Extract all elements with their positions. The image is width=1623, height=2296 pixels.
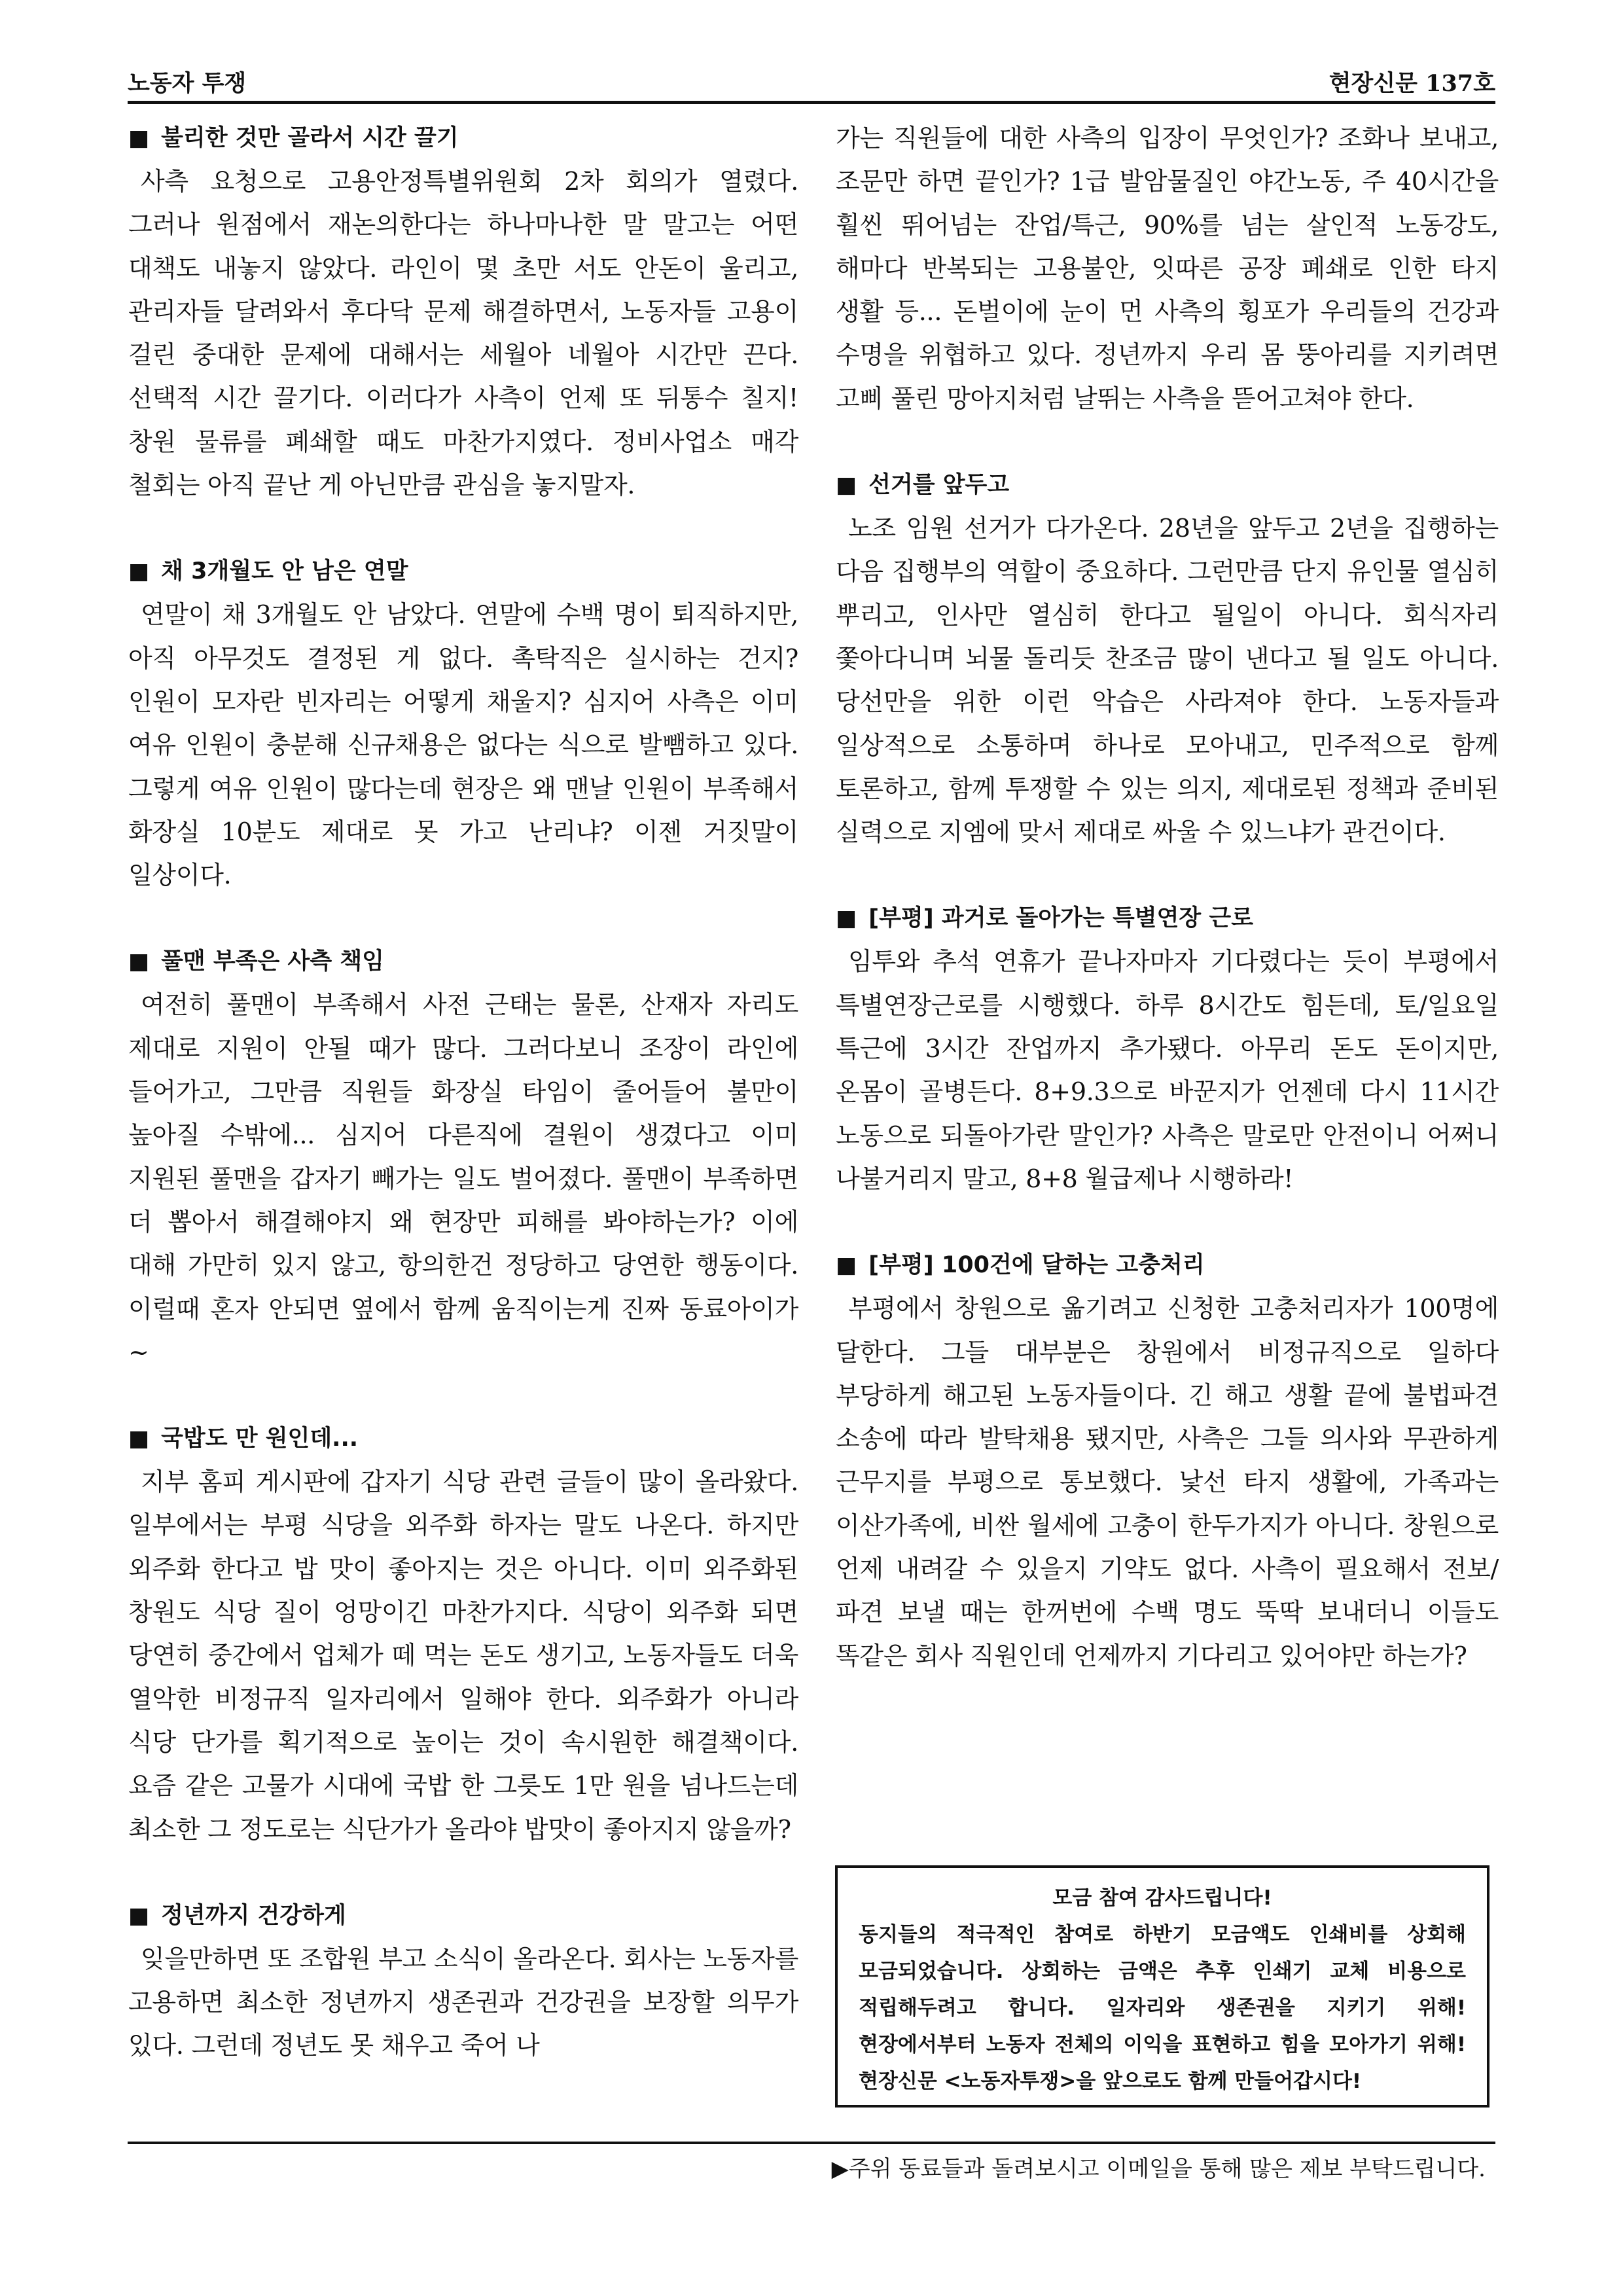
article-title: ■ [부평] 과거로 돌아가는 특별연장 근로 bbox=[836, 905, 1254, 932]
donation-notice-box bbox=[835, 1865, 1489, 2108]
square-bullet-icon: ■ bbox=[128, 1426, 150, 1452]
article bbox=[128, 1894, 798, 2068]
article-title: ■ [부평] 100건에 달하는 고충처리 bbox=[836, 1252, 1205, 1279]
footer-note: ▶주위 동료들과 돌려보시고 이메일을 통해 많은 제보 부탁드립니다. bbox=[831, 2156, 1486, 2182]
article-body: 사측 요청으로 고용안정특별위원회 2차 회의가 열렸다. 그러나 원점에서 재논의한다는 하나마나한 말 말고는 어떤 대책도 내놓지 않았다. 라인이 몇 초만 서도 안돈이 울리고, 관리자들 달려와서 후다닥 문제 해결하면서, 노동자들 고용이 걸린 중대한 문제에 대해서는 세월아 네월아 시간만 끈다. 선택적 시간 끌기다. 이러다가 사측이 언제 또 뒤통수 칠지! 창원 물류를 폐쇄할 때도 마찬가지였다. 정비사업소 매각 철회는 아직 끝난 게 아닌만큼 관심을 놓지말자. bbox=[128, 167, 798, 500]
paper-issue: 현장신문 137호 bbox=[1329, 70, 1495, 97]
article-title: ■ 정년까지 건강하게 bbox=[128, 1902, 346, 1929]
article-title: ■ 채 3개월도 안 남은 연말 bbox=[128, 558, 408, 585]
square-bullet-icon: ■ bbox=[128, 125, 150, 151]
article bbox=[836, 463, 1499, 853]
article-title: ■ 선거를 앞두고 bbox=[836, 472, 1010, 499]
article bbox=[836, 897, 1499, 1200]
article bbox=[128, 1417, 798, 1851]
section-name: 노동자 투쟁 bbox=[128, 70, 247, 97]
square-bullet-icon: ■ bbox=[836, 1252, 857, 1279]
article bbox=[128, 117, 798, 507]
notice-body: 동지들의 적극적인 참여로 하반기 모금액도 인쇄비를 상회해 모금되었습니다. 상회하는 금액은 추후 인쇄기 교체 비용으로 적립해두려고 합니다. 일자리와 생존권을 지키기 위해! 현장에서부터 노동자 전체의 이익을 표현하고 힘을 모아가기 위해! 현장신문 <노동자투쟁>을 앞으로도 함께 만들어갑시다! bbox=[859, 1923, 1466, 2093]
page-header bbox=[128, 65, 1495, 104]
article-body: 여전히 풀맨이 부족해서 사전 근태는 물론, 산재자 자리도 제대로 지원이 안될 때가 많다. 그러다보니 조장이 라인에 들어가고, 그만큼 직원들 화장실 타임이 줄어들어 불만이 높아질 수밖에... 심지어 다른직에 결원이 생겼다고 이미 지원된 풀맨을 갑자기 빼가는 일도 벌어졌다. 풀맨이 부족하면 더 뽑아서 해결해야지 왜 현장만 피해를 봐야하는가? 이에 대해 가만히 있지 않고, 항의한건 정당하고 당연한 행동이다. 이럴때 혼자 안되면 옆에서 함께 움직이는게 진짜 동료아이가~ bbox=[128, 990, 798, 1367]
article-body: 잊을만하면 또 조합원 부고 소식이 올라온다. 회사는 노동자를 고용하면 최소한 정년까지 생존권과 건강권을 보장할 의무가 있다. 그런데 정년도 못 채우고 죽어 나 bbox=[128, 1944, 798, 2060]
article-body: 노조 임원 선거가 다가온다. 28년을 앞두고 2년을 집행하는 다음 집행부의 역할이 중요하다. 그런만큼 단지 유인물 열심히 뿌리고, 인사만 열심히 한다고 될일이 아니다. 회식자리 쫓아다니며 뇌물 돌리듯 찬조금 많이 낸다고 될 일도 아니다. 당선만을 위한 이런 악습은 사라져야 한다. 노동자들과 일상적으로 소통하며 하나로 모아내고, 민주적으로 함께 토론하고, 함께 투쟁할 수 있는 의지, 제대로된 정책과 준비된 실력으로 지엠에 맞서 제대로 싸울 수 있느냐가 관건이다. bbox=[836, 514, 1499, 847]
square-bullet-icon: ■ bbox=[836, 472, 857, 499]
article-body: 가는 직원들에 대한 사측의 입장이 무엇인가? 조화나 보내고, 조문만 하면 끝인가? 1급 발암물질인 야간노동, 주 40시간을 훨씬 뛰어넘는 잔업/특근, 90%를 넘는 살인적 노동강도, 해마다 반복되는 고용불안, 잇따른 공장 폐쇄로 인한 타지 생활 등... 돈벌이에 눈이 먼 사측의 횡포가 우리들의 건강과 수명을 위협하고 있다. 정년까지 우리 몸 뚱아리를 지키려면 고삐 풀린 망아지처럼 날뛰는 사측을 뜯어고쳐야 한다. bbox=[836, 124, 1499, 413]
left-column bbox=[128, 117, 798, 2068]
article-title: ■ 불리한 것만 골라서 시간 끌기 bbox=[128, 125, 459, 151]
square-bullet-icon: ■ bbox=[128, 1902, 150, 1929]
square-bullet-icon: ■ bbox=[128, 948, 150, 975]
article bbox=[836, 1244, 1499, 1677]
article-body: 부평에서 창원으로 옮기려고 신청한 고충처리자가 100명에 달한다. 그들 대부분은 창원에서 비정규직으로 일하다 부당하게 해고된 노동자들이다. 긴 해고 생활 끝에 불법파견 소송에 따라 발탁채용 됐지만, 사측은 그들 의사와 무관하게 근무지를 부평으로 통보했다. 낯선 타지 생활에, 가족과는 이산가족에, 비싼 월세에 고충이 한두가지가 아니다. 창원으로 언제 내려갈 수 있을지 기약도 없다. 사측이 필요해서 전보/파견 보낼 때는 한꺼번에 수백 명도 뚝딱 보내더니 이들도 똑같은 회사 직원인데 언제까지 기다리고 있어야만 하는가? bbox=[836, 1294, 1499, 1670]
article-body: 지부 홈피 게시판에 갑자기 식당 관련 글들이 많이 올라왔다. 일부에서는 부평 식당을 외주화 하자는 말도 나온다. 하지만 외주화 한다고 밥 맛이 좋아지는 것은 아니다. 이미 외주화된 창원도 식당 질이 엉망이긴 마찬가지다. 식당이 외주화 되면 당연히 중간에서 업체가 떼 먹는 돈도 생기고, 노동자들도 더욱 열악한 비정규직 일자리에서 일해야 한다. 외주화가 아니라 식당 단가를 획기적으로 높이는 것이 속시원한 해결책이다. 요즘 같은 고물가 시대에 국밥 한 그릇도 1만 원을 넘나드는데 최소한 그 정도로는 식단가가 올라야 밥맛이 좋아지지 않을까? bbox=[128, 1467, 798, 1844]
notice-title: 모금 참여 감사드립니다! bbox=[1052, 1886, 1272, 1910]
square-bullet-icon: ■ bbox=[128, 558, 150, 585]
article-title: ■ 국밥도 만 원인데... bbox=[128, 1426, 359, 1452]
article-body: 연말이 채 3개월도 안 남았다. 연말에 수백 명이 퇴직하지만, 아직 아무것도 결정된 게 없다. 촉탁직은 실시하는 건지? 인원이 모자란 빈자리는 어떻게 채울지? 심지어 사측은 이미 여유 인원이 충분해 신규채용은 없다는 식으로 발뺌하고 있다. 그렇게 여유 인원이 많다는데 현장은 왜 맨날 인원이 부족해서 화장실 10분도 제대로 못 가고 난리냐? 이젠 거짓말이 일상이다. bbox=[128, 600, 798, 890]
right-column bbox=[836, 117, 1499, 1677]
article bbox=[128, 940, 798, 1374]
article bbox=[128, 550, 798, 897]
article-body: 임투와 추석 연휴가 끝나자마자 기다렸다는 듯이 부평에서 특별연장근로를 시행했다. 하루 8시간도 힘든데, 토/일요일 특근에 3시간 잔업까지 추가됐다. 아무리 돈도 돈이지만, 온몸이 골병든다. 8+9.3으로 바꾼지가 언젠데 다시 11시간 노동으로 되돌아가란 말인가? 사측은 말로만 안전이니 어쩌니 나불거리지 말고, 8+8 월급제나 시행하라! bbox=[836, 947, 1499, 1193]
article-continuation bbox=[836, 117, 1499, 420]
footer-divider bbox=[128, 2142, 1495, 2144]
square-bullet-icon: ■ bbox=[836, 905, 857, 932]
article-title: ■ 풀맨 부족은 사측 책임 bbox=[128, 948, 384, 975]
